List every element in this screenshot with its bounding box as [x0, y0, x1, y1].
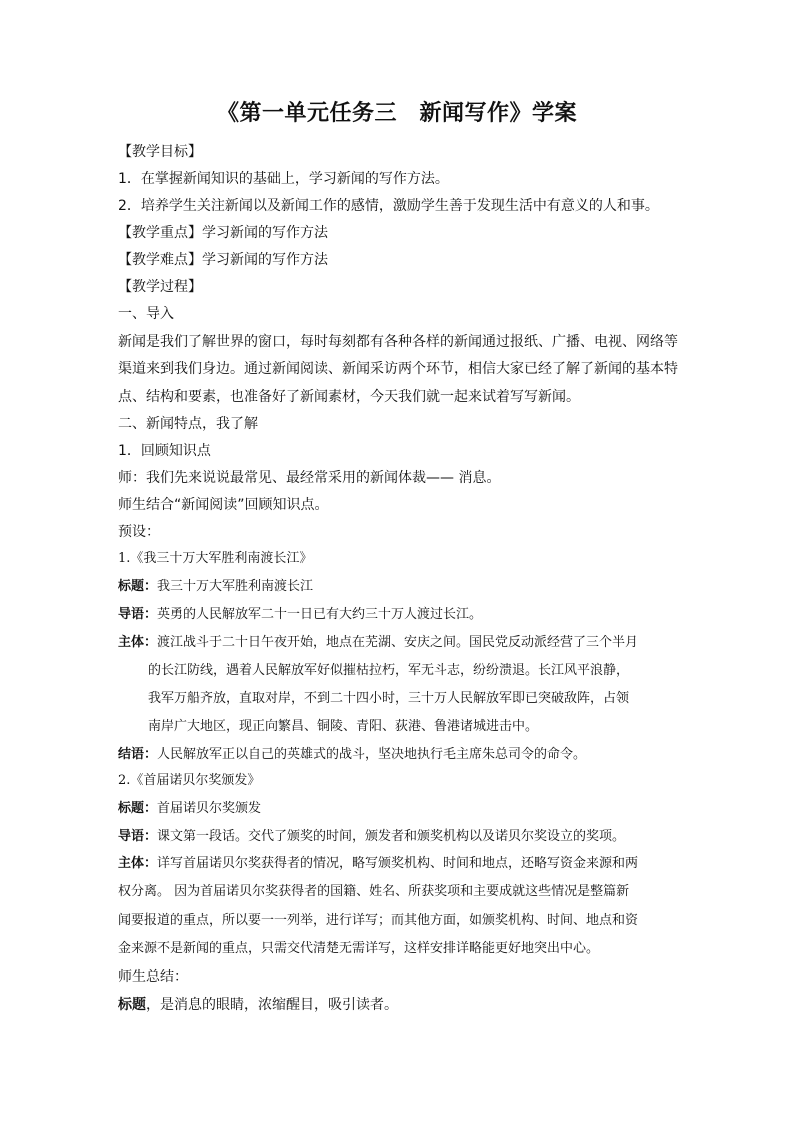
body-label: 主体：: [118, 856, 158, 871]
ending-label: 结语：: [118, 747, 158, 762]
objectives-heading: 【教学目标】: [118, 144, 202, 160]
teacher-line: 师：我们先来说说最常见、最经常采用的新闻体裁—— 消息。: [118, 470, 501, 486]
headline-text: 我三十万大军胜利南渡长江: [157, 579, 314, 594]
headline-text: 首届诺贝尔奖颁发: [157, 801, 262, 816]
difficult-point: 【教学难点】学习新闻的写作方法: [118, 252, 328, 268]
intro-line-2: 渠道来到我们身边。通过新闻阅读、新闻采访两个环节，相信大家已经了解了新闻的基本特: [118, 361, 678, 377]
review-heading: 1．回顾知识点: [118, 443, 211, 459]
summary-heading: 师生总结：: [118, 969, 188, 985]
lead-text: 英勇的人民解放军二十一日已有大约三十万人渡过长江。: [157, 607, 483, 622]
summary-text: ，是消息的眼睛，浓缩醒目，吸引读者。: [146, 997, 398, 1013]
example-2-headline: [118, 798, 688, 820]
lead-label: 导语：: [118, 607, 158, 622]
lead-text: 课文第一段话。交代了颁奖的时间，颁发者和颁奖机构以及诺贝尔奖设立的奖项。: [157, 829, 626, 844]
body-text: 渡江战斗于二十日午夜开始，地点在芜湖、安庆之间。国民党反动派经营了三个半月: [157, 635, 639, 650]
example-1-headline: [118, 576, 688, 598]
intro-line-3: 点、结构和要素，也准备好了新闻素材，今天我们就一起来试着写写新闻。: [118, 389, 580, 405]
process-heading: 【教学过程】: [118, 279, 202, 295]
example-1-body-3: 我军万船齐放，直取对岸，不到二十四小时，三十万人民解放军即已突破敌阵，占领: [148, 691, 630, 706]
example-2-body-1: [118, 853, 688, 875]
example-2-body-2: 权分离。 因为首届诺贝尔奖获得者的国籍、姓名、所获奖项和主要成就这些情况是整篇新: [118, 884, 630, 899]
objective-2: 2．培养学生关注新闻以及新闻工作的感情，激励学生善于发现生活中有意义的人和事。: [118, 198, 659, 214]
example-2-body-3: 闻要报道的重点，所以要一一列举，进行详写；而其他方面，如颁奖机构、时间、地点和资: [118, 913, 639, 928]
example-2-heading: 2.《首届诺贝尔奖颁发》: [118, 773, 261, 788]
ending-text: 人民解放军正以自己的英雄式的战斗，坚决地执行毛主席朱总司令的命令。: [157, 747, 587, 762]
summary-line: [118, 994, 688, 1016]
objective-1: 1．在掌握新闻知识的基础上，学习新闻的写作方法。: [118, 171, 449, 187]
example-1-ending: [118, 744, 688, 766]
example-1-lead: [118, 604, 688, 626]
page-title: 《第一单元任务三 新闻写作》学案: [216, 100, 577, 126]
review-line: 师生结合“新闻阅读”回顾知识点。: [118, 497, 329, 513]
example-2-lead: [118, 826, 688, 848]
summary-label: 标题: [118, 997, 146, 1013]
section2-heading: 二、新闻特点，我了解: [118, 416, 258, 432]
lead-label: 导语：: [118, 829, 158, 844]
intro-heading: 一、导入: [118, 306, 174, 322]
headline-label: 标题：: [118, 801, 158, 816]
body-label: 主体：: [118, 635, 158, 650]
preset-label: 预设：: [118, 524, 160, 540]
intro-line-1: 新闻是我们了解世界的窗口，每时每刻都有各种各样的新闻通过报纸、广播、电视、网络等: [118, 334, 678, 350]
example-1-body-1: [118, 632, 688, 654]
example-1-body-4: 南岸广大地区，现正向繁昌、铜陵、青阳、荻港、鲁港诸城进击中。: [148, 719, 539, 734]
example-1-heading: 1.《我三十万大军胜利南渡长江》: [118, 551, 313, 566]
example-2-body-4: 金来源不是新闻的重点，只需交代清楚无需详写，这样安排详略能更好地突出中心。: [118, 941, 600, 956]
body-text: 详写首届诺贝尔奖获得者的情况，略写颁奖机构、时间和地点，还略写资金来源和两: [157, 856, 639, 871]
key-point: 【教学重点】学习新闻的写作方法: [118, 225, 328, 241]
headline-label: 标题：: [118, 579, 158, 594]
example-1-body-2: 的长江防线，遇着人民解放军好似摧枯拉朽，军无斗志，纷纷溃退。长江风平浪静，: [148, 663, 630, 678]
